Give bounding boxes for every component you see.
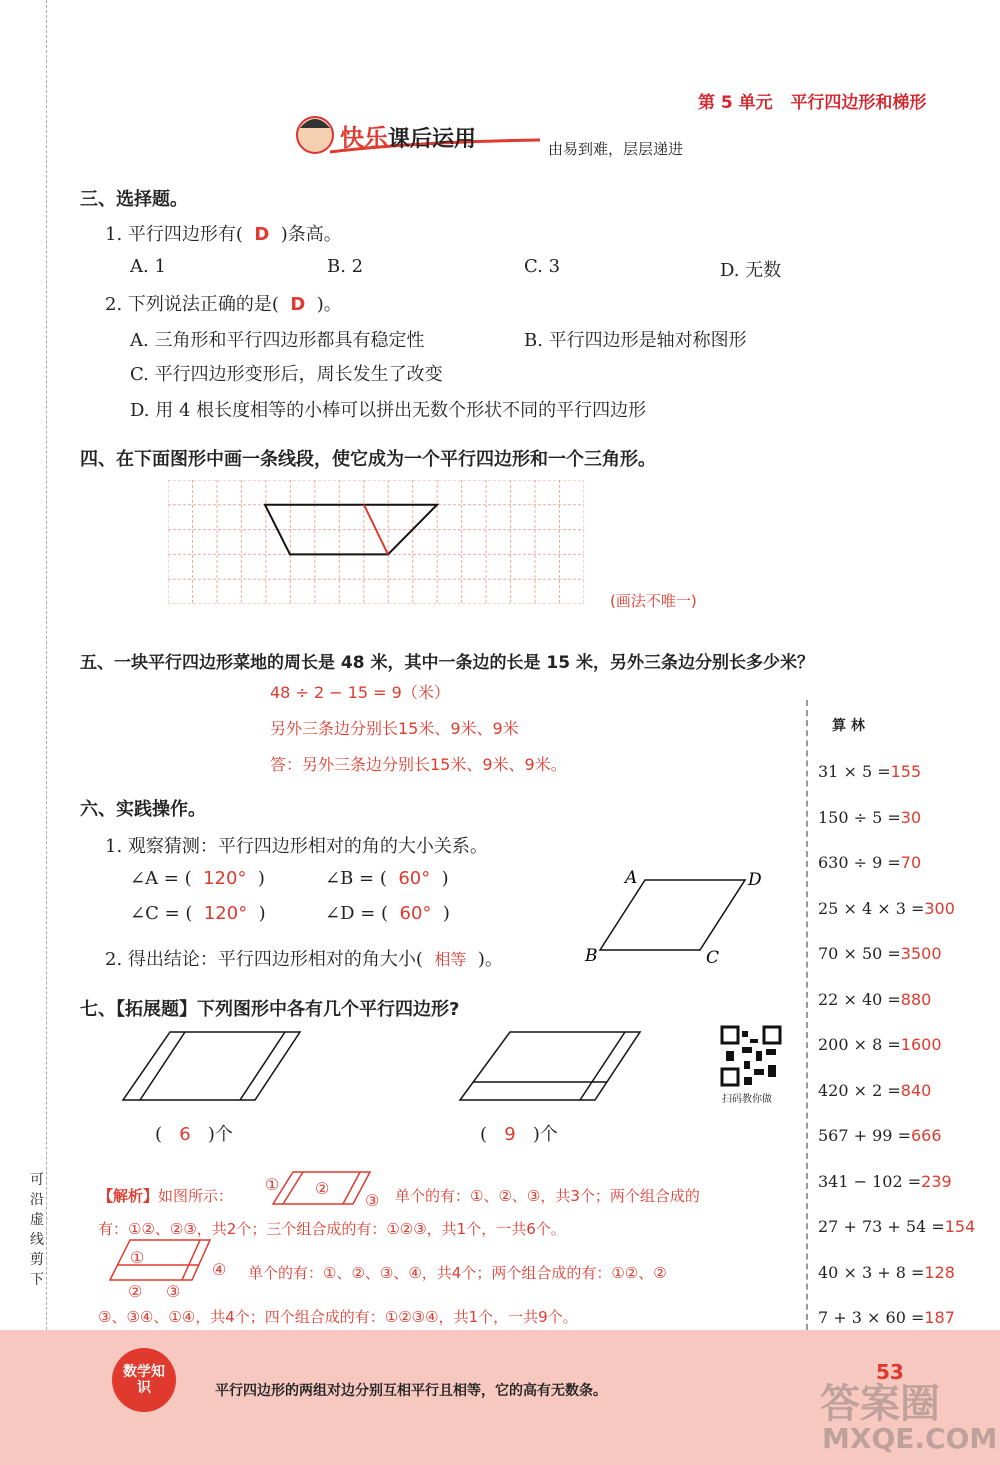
side-calc-answer: 70 xyxy=(900,853,922,872)
side-calc-answer: 840 xyxy=(900,1080,932,1100)
q2-conclusion-answer: 相等 xyxy=(434,950,467,969)
q1: 1. 平行四边形有( D )条高。 xyxy=(105,224,342,245)
svg-text:A: A xyxy=(625,868,638,888)
side-calc-answer: 3500 xyxy=(900,944,942,963)
svg-text:①: ① xyxy=(265,1175,280,1194)
unit-header: 第 5 单元 平行四边形和梯形 xyxy=(698,93,927,113)
analysis-line-4: ③、③④、①④，共4个；四个组合成的有：①②③④，共1个，一共9个。 xyxy=(98,1308,578,1326)
angle-b: ∠B = ( 60° ) xyxy=(325,868,449,889)
side-calc-answer: 300 xyxy=(924,898,955,918)
side-calc-answer: 880 xyxy=(900,989,932,1009)
figure-7-2 xyxy=(455,1030,655,1105)
section6-q2: 2. 得出结论：平行四边形相对的角大小( 相等 )。 xyxy=(105,949,503,970)
svg-text:③: ③ xyxy=(365,1191,380,1210)
side-calc-answer: 239 xyxy=(921,1171,952,1191)
side-calc-item: 25 × 4 × 3 =300 xyxy=(818,898,955,918)
analysis-line-1: 【解析】如图所示： xyxy=(98,1187,234,1205)
banner-subtitle: 由易到难，层层递进 xyxy=(548,140,684,158)
svg-text:D: D xyxy=(748,870,762,890)
side-calc-item: 40 × 3 + 8 =128 xyxy=(818,1262,955,1282)
angle-d: ∠D = ( 60° ) xyxy=(325,903,450,924)
side-calc-item: 420 × 2 =840 xyxy=(818,1080,932,1100)
side-calc-item: 22 × 40 =880 xyxy=(818,989,932,1009)
angle-a: ∠A = ( 120° ) xyxy=(130,868,265,889)
solution-line-3: 答：另外三条边分别长15米、9米、9米。 xyxy=(270,755,567,774)
side-calc-item: 567 + 99 =666 xyxy=(818,1126,942,1145)
q2-option-a: A. 三角形和平行四边形都具有稳定性 xyxy=(130,330,425,351)
svg-text:②: ② xyxy=(128,1282,143,1300)
cut-label: 可沿虚线剪下 xyxy=(30,1172,44,1288)
side-calc-answer: 128 xyxy=(924,1262,955,1282)
q2: 2. 下列说法正确的是( D )。 xyxy=(105,294,342,315)
analysis-line-3: 单个的有：①、②、③、④，共4个；两个组合成的有：①②、② xyxy=(248,1264,667,1282)
figure-7-1-answer: ( 6 )个 xyxy=(155,1124,233,1145)
svg-text:B: B xyxy=(585,946,598,965)
parallelogram-abcd xyxy=(580,865,770,965)
q2-option-b: B. 平行四边形是轴对称图形 xyxy=(524,330,747,351)
side-calc-border xyxy=(806,700,808,1340)
q2-option-c: C. 平行四边形变形后，周长发生了改变 xyxy=(130,364,443,385)
analysis-line-1b: 单个的有：①、②、③，共3个；两个组合成的 xyxy=(395,1187,700,1205)
side-calc-item: 200 × 8 =1600 xyxy=(818,1035,942,1054)
qr-label: 扫码教你做 xyxy=(722,1094,772,1105)
q1-option-b: B. 2 xyxy=(327,256,364,277)
q2-option-d: D. 用 4 根长度相等的小棒可以拼出无数个形状不同的平行四边形 xyxy=(130,400,647,421)
side-calc-item: 70 × 50 =3500 xyxy=(818,944,942,963)
q1-option-c: C. 3 xyxy=(524,256,561,277)
side-calc-answer: 1600 xyxy=(900,1035,942,1054)
svg-text:②: ② xyxy=(315,1179,330,1198)
section3-title: 三、选择题。 xyxy=(80,189,188,210)
footer-badge-label: 数学知识 xyxy=(123,1364,165,1396)
section6-q1: 1. 观察猜测：平行四边形相对的角的大小关系。 xyxy=(105,836,488,857)
q1-option-a: A. 1 xyxy=(130,256,166,277)
footer-text: 平行四边形的两组对边分别互相平行且相等，它的高有无数条。 xyxy=(215,1383,607,1399)
side-calc-item: 27 + 73 + 54 =154 xyxy=(818,1217,976,1236)
figure-7-2-answer: ( 9 )个 xyxy=(480,1124,558,1145)
side-calc-answer: 154 xyxy=(944,1217,976,1236)
q1-option-d: D. 无数 xyxy=(720,260,782,281)
solution-line-1: 48 ÷ 2 − 15 = 9（米） xyxy=(270,683,450,702)
section7-title: 七、【拓展题】下列图形中各有几个平行四边形? xyxy=(80,999,460,1020)
side-calc-item: 31 × 5 =155 xyxy=(818,762,922,781)
side-calc-item: 7 + 3 × 60 =187 xyxy=(818,1308,955,1327)
side-calc-item: 150 ÷ 5 =30 xyxy=(818,807,922,827)
grid-note: (画法不唯一) xyxy=(610,592,697,610)
section4-title: 四、在下面图形中画一条线段，使它成为一个平行四边形和一个三角形。 xyxy=(80,449,656,470)
side-calc-item: 341 − 102 =239 xyxy=(818,1171,952,1191)
svg-text:C: C xyxy=(706,948,720,965)
side-calc-answer: 187 xyxy=(924,1308,955,1327)
grid-figure xyxy=(168,480,584,604)
svg-text:①: ① xyxy=(130,1248,145,1267)
side-calc-title: 算 林 xyxy=(832,718,865,734)
watermark-url: MXQE.COM xyxy=(822,1422,998,1455)
side-calc-answer: 666 xyxy=(910,1126,942,1145)
svg-text:④: ④ xyxy=(212,1260,227,1279)
svg-text:③: ③ xyxy=(166,1282,181,1300)
side-calc-item: 630 ÷ 9 =70 xyxy=(818,853,922,872)
q2-answer: D xyxy=(290,294,306,315)
solution-line-2: 另外三条边分别长15米、9米、9米 xyxy=(270,719,519,738)
angle-c: ∠C = ( 120° ) xyxy=(130,903,266,924)
q1-answer: D xyxy=(254,224,270,245)
qr-code-icon[interactable] xyxy=(720,1025,782,1087)
analysis-line-2: 有：①②、②③，共2个；三个组合成的有：①②③，共1个，一共6个。 xyxy=(98,1220,566,1238)
analysis-figure-2 xyxy=(100,1235,230,1300)
section6-title: 六、实践操作。 xyxy=(80,799,206,820)
side-calc-answer: 155 xyxy=(890,762,922,781)
side-calc-answer: 30 xyxy=(900,807,922,827)
page-number: 53 xyxy=(876,1360,904,1384)
watermark-brand: 答案圈 xyxy=(820,1381,940,1427)
section5-title: 五、一块平行四边形菜地的周长是 48 米，其中一条边的长是 15 米，另外三条边分别长多少米？ xyxy=(80,653,814,673)
figure-7-1 xyxy=(115,1030,315,1105)
banner-title: 快乐课后运用 xyxy=(340,124,477,152)
analysis-figure-1 xyxy=(265,1170,380,1210)
